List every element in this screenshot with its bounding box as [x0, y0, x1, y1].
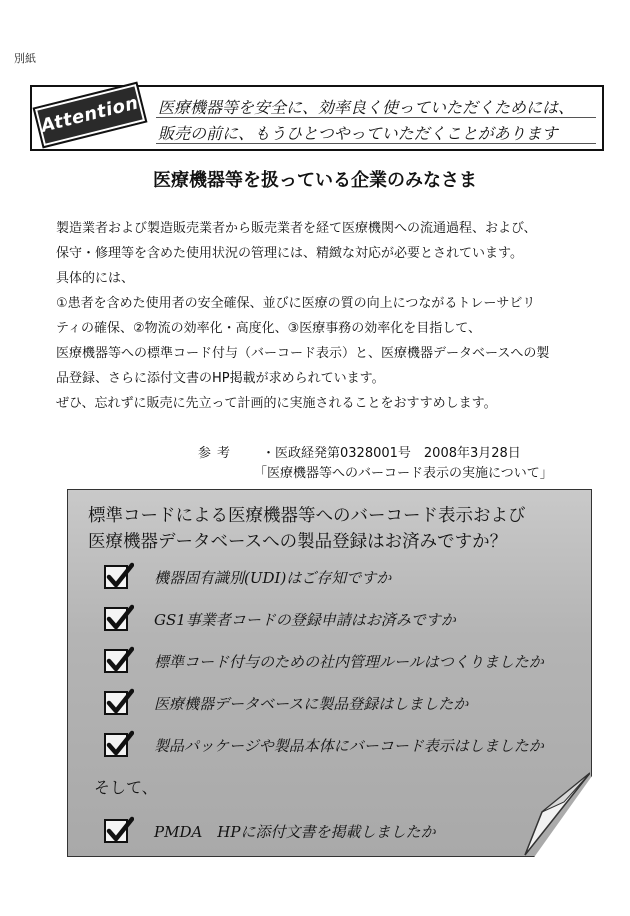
reference-title: 「医療機器等へのバーコード表示の実施について」	[254, 466, 553, 481]
body-line: 製造業者および製造販売業者から販売業者を経て医療機関への流通過程、および、	[56, 221, 537, 236]
checklist-item-label: 医療機器データベースに製品登録はしましたか	[154, 694, 469, 713]
checklist-item	[104, 562, 391, 592]
attention-underline-2	[156, 143, 596, 144]
reference-block	[198, 444, 553, 484]
checklist-item	[104, 646, 544, 676]
body-line: ①患者を含めた使用者の安全確保、並びに医療の質の向上につながるトレーサビリ	[56, 296, 536, 311]
checkmark-icon	[104, 607, 128, 631]
body-line: 品登録、さらに添付文書のHP掲載が求められています。	[56, 371, 385, 386]
reference-label: 参考	[198, 446, 237, 461]
attention-line-2: 販売の前に、もうひとつやっていただくことがあります	[158, 124, 558, 143]
checkmark-icon	[104, 649, 128, 673]
checklist-item-label: 機器固有識別(UDI)はご存知ですか	[154, 568, 392, 587]
checkmark-icon	[104, 565, 128, 589]
body-text	[56, 216, 596, 416]
checklist-item	[104, 688, 468, 718]
checklist-heading-line-2: 医療機器データベースへの製品登録はお済みですか？	[88, 532, 508, 552]
checklist-final-item	[104, 816, 436, 846]
checklist-item	[104, 604, 456, 634]
body-line: 具体的には、	[56, 271, 135, 286]
body-line: 保守・修理等を含めた使用状況の管理には、精緻な対応が必要とされています。	[56, 246, 523, 261]
checklist-item-label: 製品パッケージや製品本体にバーコード表示はしましたか	[154, 736, 544, 755]
checklist-final-item-label: PMDA HPに添付文書を掲載しましたか	[154, 822, 436, 841]
attention-underline-1	[156, 117, 596, 118]
checklist-heading	[88, 503, 568, 555]
body-line: ぜひ、忘れずに販売に先立って計画的に実施されることをおすすめします。	[56, 396, 497, 411]
checklist-item-label: 標準コード付与のための社内管理ルールはつくりましたか	[154, 652, 544, 671]
attention-line-1: 医療機器等を安全に、効率良く使っていただくためには、	[158, 98, 575, 117]
then-label: そして、	[94, 778, 158, 797]
attachment-label: 別紙	[14, 52, 36, 65]
checklist-item	[104, 730, 544, 760]
page-curl-icon	[524, 772, 590, 856]
page-title: 医療機器等を扱っている企業のみなさま	[153, 170, 477, 191]
checklist-heading-line-1: 標準コードによる医療機器等へのバーコード表示および	[88, 506, 526, 526]
attention-badge: Attention!	[35, 84, 145, 146]
checklist-item-label: GS1事業者コードの登録申請はお済みですか	[154, 610, 456, 629]
body-line: ティの確保、②物流の効率化・高度化、③医療事務の効率化を目指して、	[56, 321, 482, 336]
checkmark-icon	[104, 691, 128, 715]
body-line: 医療機器等への標準コード付与（バーコード表示）と、医療機器データベースへの製	[56, 346, 550, 361]
checkmark-icon	[104, 733, 128, 757]
checkmark-icon	[104, 819, 128, 843]
reference-item: ・医政経発第0328001号 2008年3月28日	[262, 446, 521, 461]
